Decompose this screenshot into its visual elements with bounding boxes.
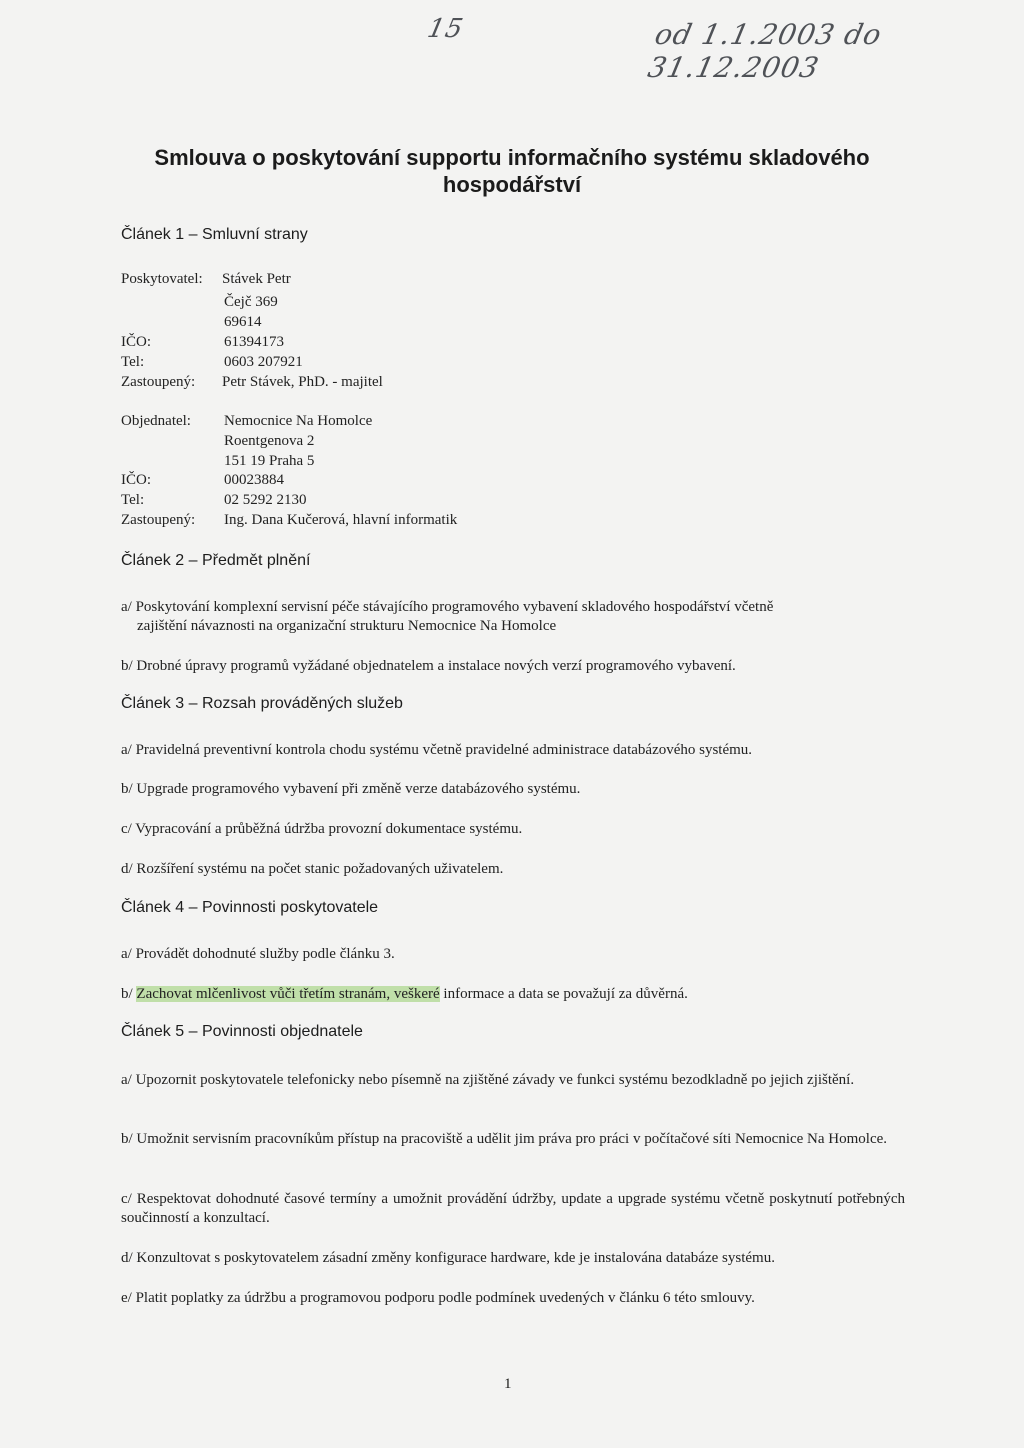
- article1-heading: Článek 1 – Smluvní strany: [121, 226, 308, 243]
- provider-rep: Petr Stávek, PhD. - majitel: [222, 374, 383, 390]
- article4-item-b: [121, 985, 905, 1004]
- provider-tel-label: Tel:: [121, 354, 145, 370]
- article5-item-c: c/ Respektovat dohodnuté časové termíny a umožnit provádění údržby, update a upgrade systému včetně poskytnutí potřebných součinností a konzultací.: [121, 1191, 905, 1226]
- client-rep-label: Zastoupený:: [121, 512, 196, 528]
- contract-title: Smlouva o poskytování supportu informačního systému skladového hospodářství: [154, 145, 870, 197]
- article5-item-b: b/ Umožnit servisním pracovníkům přístup na pracoviště a udělit jim práva pro práci v počítačové síti Nemocnice Na Homolce.: [121, 1131, 888, 1147]
- article5-item-e: e/ Platit poplatky za údržbu a programovou podporu podle podmínek uvedených v článku 6 této smlouvy.: [121, 1290, 755, 1306]
- article3-item-d: d/ Rozšíření systému na počet stanic požadovaných uživatelem.: [121, 861, 504, 877]
- provider-ico-label: IČO:: [121, 334, 151, 350]
- provider-name: Stávek Petr: [222, 271, 291, 287]
- article4-item-b-prefix: b/: [121, 986, 137, 1002]
- article4-item-b-rest: informace a data se považují za důvěrná.: [439, 986, 688, 1002]
- provider-rep-label: Zastoupený:: [121, 374, 196, 390]
- client-rep: Ing. Dana Kučerová, hlavní informatik: [224, 512, 458, 528]
- client-street: Roentgenova 2: [224, 433, 315, 449]
- article3-item-a: a/ Pravidelná preventivní kontrola chodu systému včetně pravidelné administrace databázového systému.: [121, 742, 753, 758]
- client-tel: 02 5292 2130: [224, 492, 307, 508]
- highlighted-text: Zachovat mlčenlivost vůči třetím stranám, veškeré: [136, 986, 440, 1002]
- client-ico-label: IČO:: [121, 472, 151, 488]
- handwritten-date-note: od 1.1.2003 do 31.12.2003: [644, 18, 886, 84]
- article2-item-a-line2: zajištění návaznosti na organizační strukturu Nemocnice Na Homolce: [137, 618, 557, 634]
- article5-item-d: d/ Konzultovat s poskytovatelem zásadní změny konfigurace hardware, kde je instalována databáze systému.: [121, 1250, 775, 1266]
- article4-item-a: a/ Provádět dohodnuté služby podle článku 3.: [121, 946, 395, 962]
- article5-heading: Článek 5 – Povinnosti objednatele: [121, 1023, 363, 1040]
- provider-tel: 0603 207921: [224, 354, 303, 370]
- article4-heading: Článek 4 – Povinnosti poskytovatele: [121, 899, 379, 916]
- article3-heading: Článek 3 – Rozsah prováděných služeb: [121, 695, 403, 712]
- article3-item-b: b/ Upgrade programového vybavení při změně verze databázového systému.: [121, 781, 581, 797]
- provider-ico: 61394173: [224, 334, 284, 350]
- article3-item-c: c/ Vypracování a průběžná údržba provozní dokumentace systému.: [121, 821, 523, 837]
- article2-item-a: [121, 598, 905, 636]
- client-ico: 00023884: [224, 472, 284, 488]
- client-tel-label: Tel:: [121, 492, 145, 508]
- provider-label: Poskytovatel:: [121, 271, 203, 287]
- provider-zip: 69614: [224, 314, 262, 330]
- article2-heading: Článek 2 – Předmět plnění: [121, 552, 311, 569]
- client-city: 151 19 Praha 5: [224, 453, 315, 469]
- provider-street: Čejč 369: [224, 294, 278, 310]
- page-number: 1: [504, 1376, 512, 1392]
- client-name: Nemocnice Na Homolce: [224, 413, 373, 429]
- client-label: Objednatel:: [121, 413, 191, 429]
- article2-item-b: b/ Drobné úpravy programů vyžádané objednatelem a instalace nových verzí programového vybavení.: [121, 658, 736, 674]
- article5-item-a: a/ Upozornit poskytovatele telefonicky nebo písemně na zjištěné závady ve funkci systému bezodkladně po jejich zjištění.: [121, 1072, 855, 1088]
- handwritten-number: 15: [424, 14, 467, 44]
- article2-item-a-line1: a/ Poskytování komplexní servisní péče stávajícího programového vybavení skladového hospodářství včetně: [121, 599, 774, 615]
